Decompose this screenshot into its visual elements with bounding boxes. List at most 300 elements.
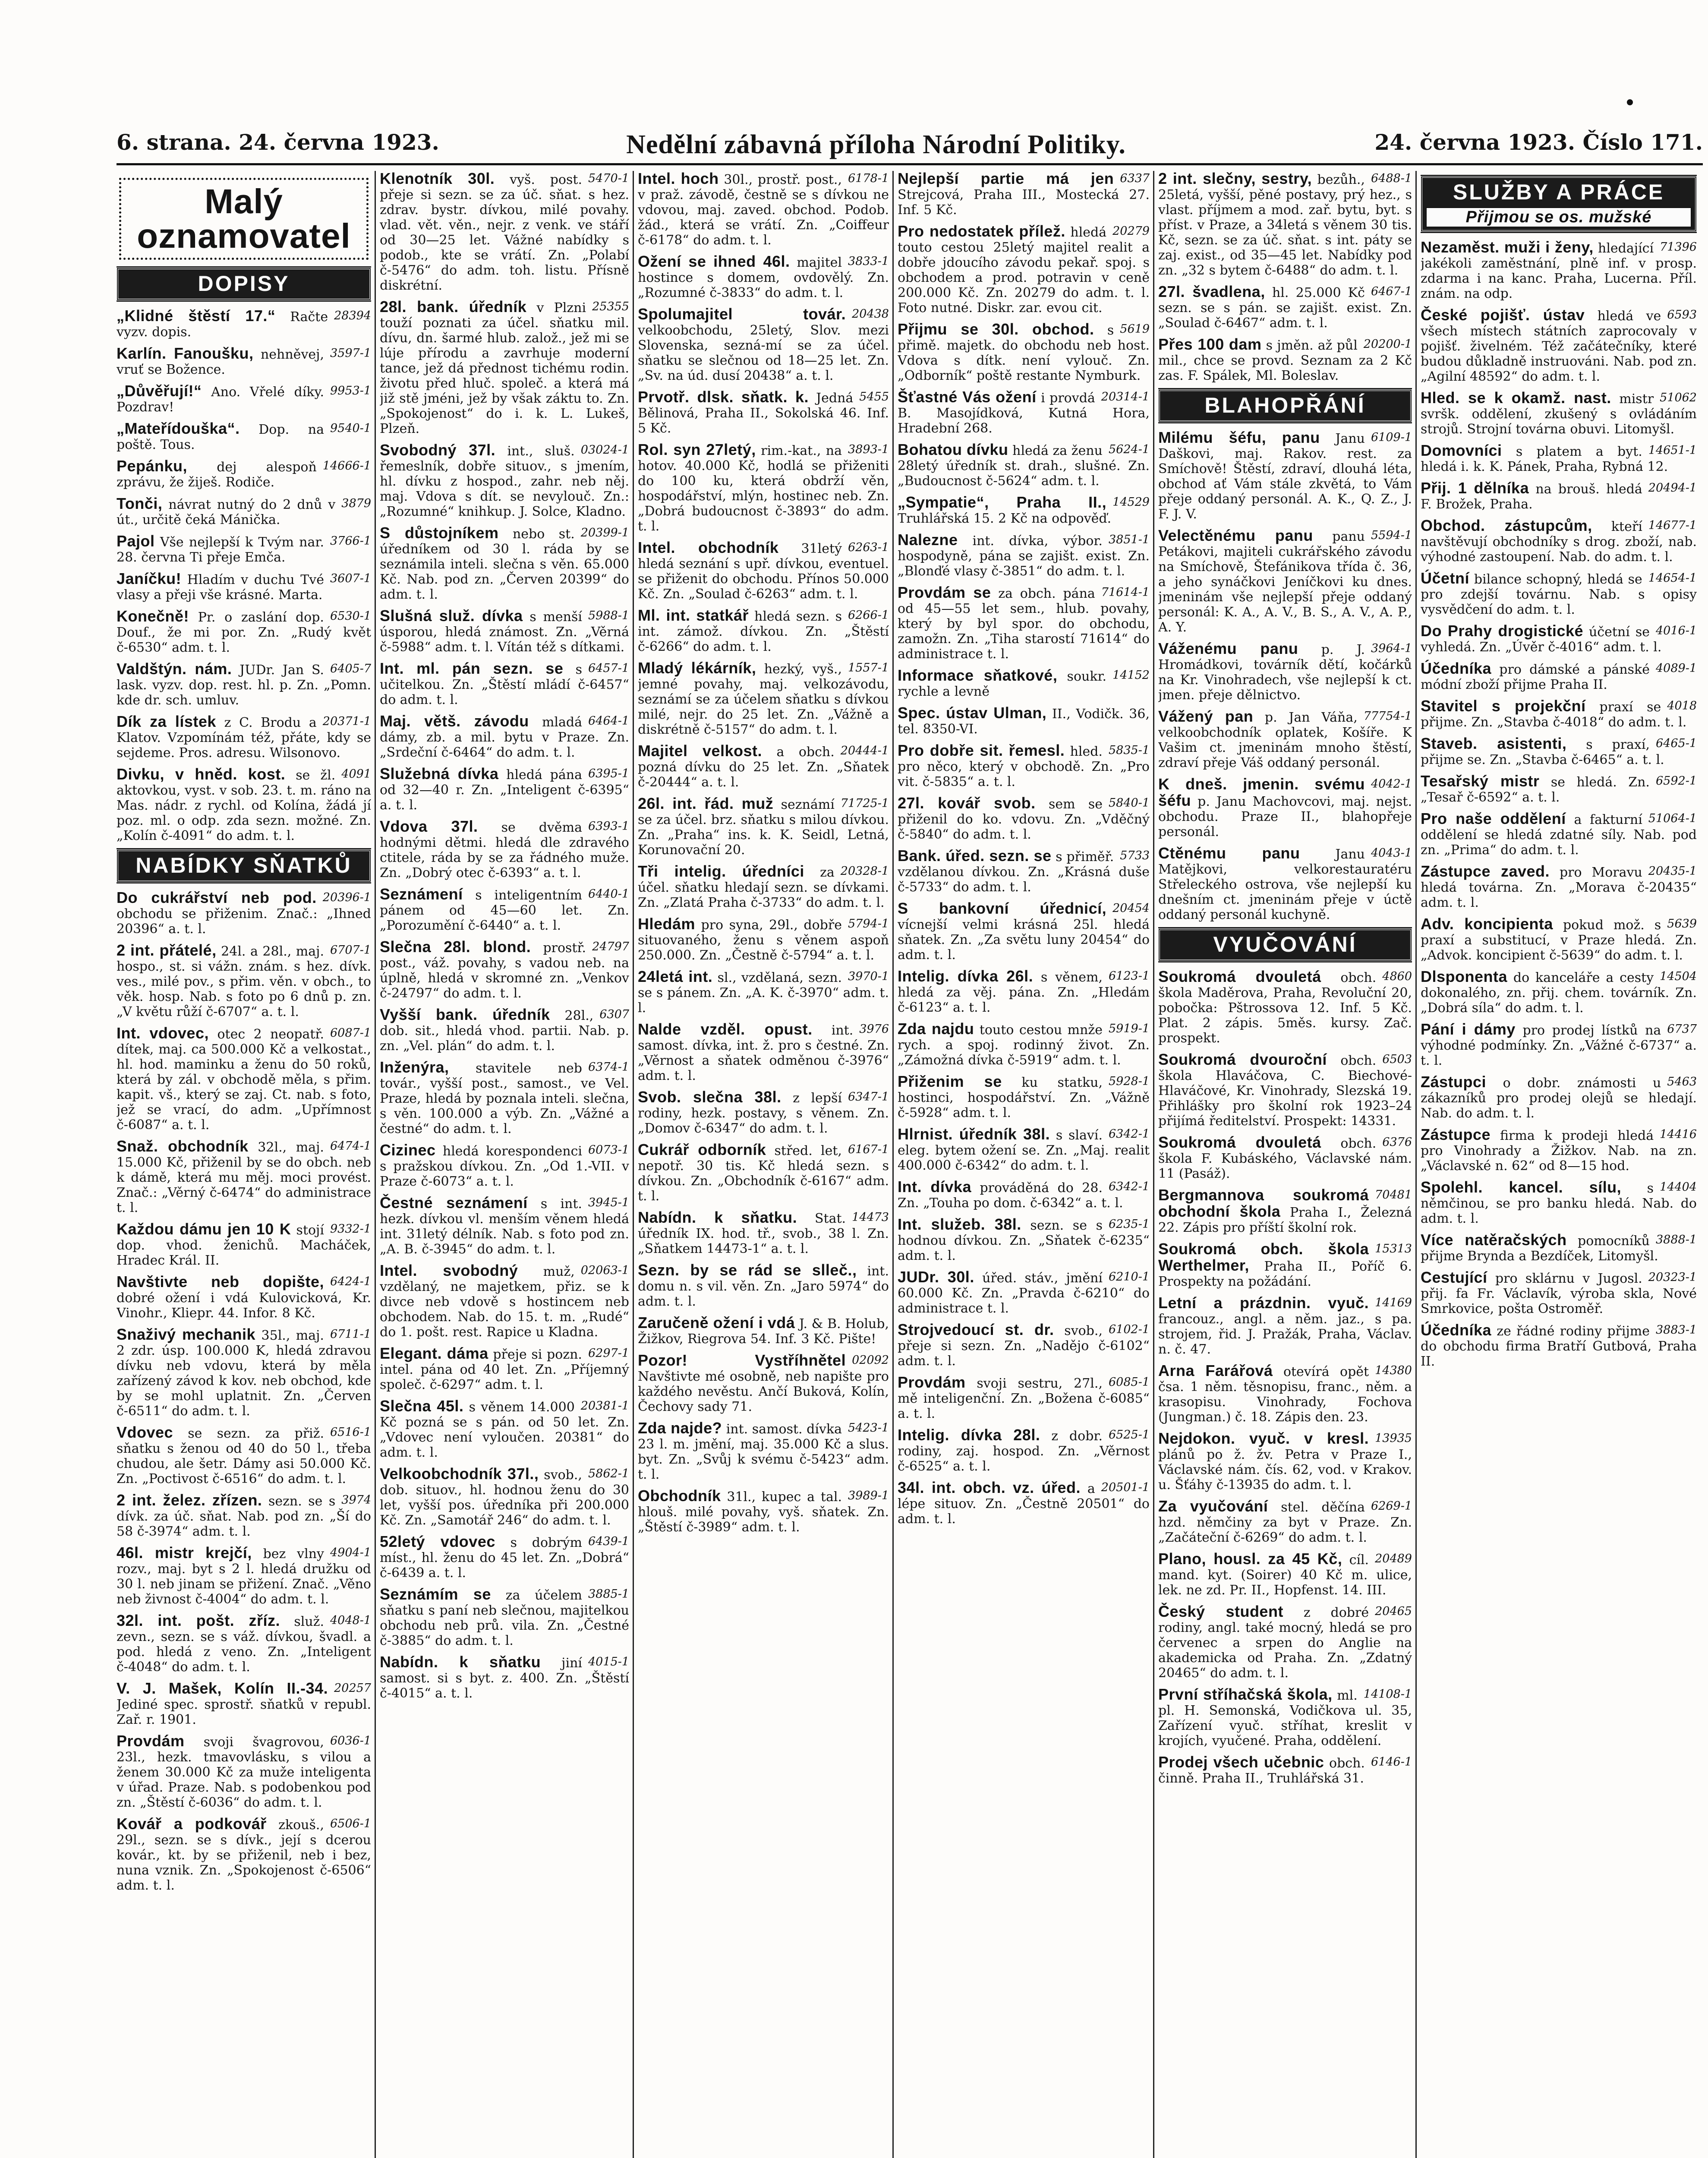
classified-ad [117,1492,371,1539]
classified-ad [898,1126,1150,1173]
ad-headline: Konečně! [117,607,189,625]
ad-reference-number: 6405-7 [330,662,371,675]
ad-reference-number: 3970-1 [848,970,889,983]
ad-text: 30l., prostř. post., v praž. závodě, čestně se s dívkou ne vdovou, maj. zaved. obchod. Podob. žád., která se vrátí. Zn. „Coiffeur č-6178“ do adm. t. l. [638,172,889,248]
ad-text: účetní se vyhledá. Zn. „Úvěr č-4016“ adm. t. l. [1421,625,1662,655]
ad-headline: Služebná dívka [380,765,499,782]
ad-headline: Nabídn. k sňatku [380,1653,541,1671]
ad-reference-number: 5619 [1120,322,1150,336]
ad-list [638,171,889,1535]
ad-headline: Pro dobře sit. řemesl. [898,741,1065,759]
classified-ad [380,887,629,933]
header-rule [117,163,1703,165]
ad-text: Pr. o zaslání dop. Douf., že mi por. Zn. „Rudý květ č-6530“ adm. t. l. [117,610,371,655]
ad-text: hledá pána od 32—40 r. Zn. „Inteligent č-6395“ a. t. l. [380,767,629,813]
ad-text: střed. let, nepotř. 30 tis. Kč hledá sezn. s dívkou. Zn. „Obchodník č-6167“ adm. t. l. [638,1143,889,1204]
ad-text: Navštivte mé osobně, neb napište pro každého nevěstu. Ančí Buková, Kolín, Čechovy sady 71. [638,1369,889,1414]
ad-headline: 46l. mistr krejčí, [117,1544,252,1562]
ad-headline: Účedníka [1421,659,1492,677]
classified-ad [117,383,371,415]
ad-text: z C. Brodu a Klatov. Vzpomínám též, přáte, kdy se sejdeme. Pros. adresu. Wilsonovo. [117,715,371,760]
ad-list [1158,171,1412,383]
ad-text: obch. škola Hlaváčova, C. Biechové-Hlaváčové, Kr. Vinohrady, Slezská 19. Přihlášky pro školní rok 1923–24 přijímá ředitelství. Prospekt: 14331. [1158,1053,1412,1129]
ad-reference-number: 6516-1 [330,1426,371,1439]
ad-text: p. Janu Machovcovi, maj. nejst. obchodu. Praze II., blahopřeje personál. [1158,794,1412,839]
classified-ad [898,1021,1150,1068]
classified-ad [117,458,371,490]
classified-ad [898,1217,1150,1263]
ad-text: ml. pl. H. Semonská, Vodičkova ul. 35, Zařízení vyuč. stříhat, kreslit v krojích, vyučené. Praha, oddělení. [1158,1688,1412,1748]
ad-text: pro dámské a pánské módní zboží přijme Praha II. [1421,662,1650,692]
ad-reference-number: 3964-1 [1371,642,1412,655]
classified-ad [117,346,371,377]
classified-ad [117,714,371,760]
classified-ad [638,796,889,858]
ad-headline: Účedníka [1421,1321,1492,1339]
ad-text: z lepší rodiny, hezk. postavy, s věnem. Zn. „Domov č-6347“ do adm. t. l. [638,1091,889,1136]
ad-text: za obch. pána od 45—55 let sem., hlub. povahy, který by byl spor. do obchodu, zamožn. Zn. „Tiha starostí 71614“ do administrace t. l. [898,586,1150,662]
ad-headline: Seznámení [380,885,463,903]
ad-text: sem se přiženil do ko. vdovu. Zn. „Vděčný č-5840“ do adm. t. l. [898,797,1150,842]
section-masthead [119,178,369,260]
ad-headline: Svob. slečna 38l. [638,1088,782,1106]
ad-headline: Český student [1158,1603,1283,1620]
ad-headline: Čestné seznámení [380,1194,528,1212]
ad-reference-number: 5835-1 [1108,744,1150,757]
ad-reference-number: 9540-1 [330,422,371,435]
ad-headline: Seznámím se [380,1585,491,1603]
ad-text: majitel hostince s domem, ovdovělý. Zn. „Rozumné č-3833“ do adm. t. l. [638,255,889,300]
ad-reference-number: 20200-1 [1363,338,1412,351]
ad-text: Jedná Bělinová, Praha II., Sokolská 46. Inf. 5 Kč. [638,391,889,436]
ad-text: a obch. pozná dívku do 25 let. Zn. „Sňatek č-20444“ a. t. l. [638,745,889,790]
classified-ad [380,608,629,655]
ad-text: mistr svršk. oddělení, zkušený s ovládáním strojů. Strojní továrna obuvi. Litomyšl. [1421,391,1697,437]
ad-text: do kanceláře a cesty dokonalého, zn. přij. chem. továrník. Zn. „Dobrá síla“ do adm. t. l. [1421,970,1697,1016]
ad-text: bez vlny rozv., maj. byt s 2 l. hledá družku od 30 l. neb jinam se přižení. Znač. „Věno neb živnost č-4004“ do adm. t. l. [117,1546,371,1607]
ad-reference-number: 5455 [859,390,889,404]
ad-headline: Spolehl. kancel. sílu, [1421,1178,1622,1196]
ad-text: s přiměř. vzdělanou dívkou. Zn. „Krásná duše č-5733“ do adm. t. l. [898,849,1150,895]
classified-ad [380,1142,629,1189]
ad-text: nebo st. úředníkem od 30 l. ráda by se seznámila inteli. slečna s věn. 65.000 Kč. Nab. pod zn. „Červen 20399“ do adm. t. l. [380,527,629,602]
ad-list [1158,969,1412,1786]
classified-ad [898,705,1150,737]
classified-ad [1158,1431,1412,1492]
ad-reference-number: 6307 [599,1008,629,1021]
ad-reference-number: 4016-1 [1655,624,1697,637]
ad-reference-number: 5624-1 [1108,443,1150,456]
ad-list [117,308,371,843]
ad-list [898,171,1150,1527]
ad-headline: Mladý lékárník, [638,659,756,677]
ad-text: cíl. mand. kyt. (Soirer) 40 Kč m. ulice, lek. ne zd. Pr. II., Hopfenst. 14. III. [1158,1552,1412,1598]
classified-ad [898,1375,1150,1421]
ad-list [117,890,371,1893]
classified-ad [1421,1127,1697,1174]
ad-text: velkoobchodu, 25letý, Slov. mezi Slovenska, sezná-mí se za účel. sňatku se slečnou od 18—25 let. Zn. „Sv. na úd. dusí 20438“ a. t. l. [638,323,889,383]
ad-headline: Elegant. dáma [380,1344,488,1362]
ad-reference-number: 6342-1 [1108,1180,1150,1193]
ad-text: s věnem, hledá za věj. pána. Zn. „Hledám č-6123“ a. t. l. [898,970,1150,1015]
ad-reference-number: 6085-1 [1108,1376,1150,1389]
ad-headline: Pajol [117,532,155,550]
ad-reference-number: 24797 [592,940,629,953]
ad-text: Praha II., Poříč 6. Prospekty na požádání. [1158,1259,1412,1289]
ad-text: JUDr. Jan S. lask. vyzv. dop. rest. hl. p. Zn. „Pomn. kde dr. sch. umluv. [117,663,371,708]
ad-text: služ. zevn., sezn. se s váž. dívkou, švadl. a pod. hledá z veno. Zn. „Inteligent č-4048“ do adm. t. l. [117,1614,371,1675]
ad-headline: Klenotník 30l. [380,171,495,187]
ad-text: s int. hezk. dívkou vl. menším věnem hledá int. 31letý délník. Nab. s foto pod zn. „A. B. č-3945“ do adm. t. l. [380,1196,629,1257]
ad-text: J. & B. Holub, Žižkov, Riegrova 54. Inf. 3 Kč. Pište! [638,1316,889,1347]
ad-text: otevírá opět čsa. 1 něm. těsnopisu, franc., něm. a krasopisu. Vinohrady, Fochova (Jungman.) č. 18. Zápis den. 23. [1158,1364,1412,1425]
ad-reference-number: 5733 [1120,849,1150,862]
ad-text: vyš. post. přeje si sezn. se za úč. sňat. s hez. zdrav. bystr. dívkou, milé povahy. vlad. vět. věn., nejr. z venk. ve stáří od 30—25 let. Vážné nabídky s podob., kte se vrátí. Zn. „Polabí č-5476“ do adm. toh. listu. Přísně diskrétní. [380,172,629,293]
ad-text: jiní samost. si s byt. z. 400. Zn. „Štěstí č-4015“ a. t. l. [380,1656,629,1701]
ad-headline: 2 int. želez. zřízen. [117,1491,262,1509]
ad-headline: Za vyučování [1158,1497,1268,1515]
ad-text: s němčinou, se pro banku hledá. Nab. do adm. t. l. [1421,1181,1697,1226]
ad-headline: Dík za lístek [117,713,216,730]
classified-ad [1158,1295,1412,1357]
classified-ad [898,1074,1150,1120]
ad-text: int. domu n. s vil. věn. Zn. „Jaro 5974“ do adm. t. l. [638,1264,889,1309]
ad-reference-number: 15313 [1375,1242,1412,1256]
classified-ad [638,540,889,602]
ad-reference-number: 14504 [1660,970,1697,983]
classified-ad [117,1545,371,1607]
classified-ad [638,1353,889,1414]
ad-reference-number: 5463 [1667,1075,1697,1088]
classified-ad [898,442,1150,489]
ad-text: soukr. rychle a levně [898,669,1107,699]
ad-reference-number: 5423-1 [848,1421,889,1435]
ad-headline: Přiženim se [898,1073,1002,1090]
column-5 [1158,171,1412,2158]
ad-reference-number: 6506-1 [330,1817,371,1830]
ad-text: pro syna, 29l., dobře situovaného, ženu s věnem aspoň 250.000. Zn. „Čestně č-5794“ a. t. l. [638,918,889,963]
ad-text: Stat. úředník IX. hod. tř., svob., 38 l. Zn. „Sňatkem 14473-1“ a. t. l. [638,1211,889,1256]
ad-headline: Vdovec [117,1423,173,1441]
ad-text: hledá sezn. s int. zámož. dívkou. Zn. „Štěstí č-6266“ do adm. t. l. [638,609,889,654]
ad-reference-number: 3893-1 [848,443,889,456]
ad-headline: Ctěnému panu [1158,844,1300,862]
classified-ad [1158,1052,1412,1129]
classified-ad [638,1488,889,1535]
classified-ad [898,389,1150,436]
page-header-left: 6. strana. 24. června 1923. [117,129,439,155]
ad-reference-number: 1557-1 [848,661,889,675]
ad-headline: Přij. 1 dělníka [1421,479,1529,497]
classified-ad [638,306,889,383]
classified-ad [380,442,629,519]
ad-text: pro Moravu hledá továrna. Zn. „Morava č-20435“ adm. t. l. [1421,865,1697,910]
ad-headline: Nabídn. k sňatku. [638,1208,797,1226]
ad-reference-number: 20494-1 [1648,481,1697,495]
ad-headline: První stříhačská škola, [1158,1685,1333,1703]
ad-reference-number: 3974 [341,1493,371,1507]
classified-ad [1158,1687,1412,1748]
ad-list [1158,430,1412,922]
ad-headline: Svobodný 37l. [380,441,496,459]
ad-headline: Stavitel s projekční [1421,697,1586,715]
ad-reference-number: 20444-1 [840,744,889,757]
ad-headline: Vyšší bank. úředník [380,1006,550,1023]
column-divider [1153,171,1154,2158]
classified-ad [898,585,1150,662]
ad-reference-number: 3607-1 [330,572,371,585]
classified-ad [380,299,629,436]
classified-ad [1421,1022,1697,1068]
ad-headline: Nalde vzděl. opust. [638,1020,813,1038]
classified-ad [117,496,371,527]
ad-list [1421,240,1697,1369]
ad-headline: Hlrnist. úředník 38l. [898,1125,1050,1143]
ad-headline: Slušná služ. dívka [380,607,523,625]
classified-ad [638,1022,889,1083]
ad-headline: „Sympatie“, Praha II., [898,493,1107,511]
ad-reference-number: 6073-1 [588,1143,629,1157]
ad-text: panu Petákovi, majiteli cukrářského závodu na Smíchově, Štefánikova třída č. 36, a jeho synáčkovi Jeníčkovi ku dnes. jmeninám vše nejlepší přeje oddaný personál: K. A., A. V., B. S., A. V., A. P., A. Y. [1158,529,1412,635]
classified-ad [898,171,1150,218]
ad-headline: Prodej všech učebnic [1158,1753,1324,1771]
classified-ad [1421,811,1697,858]
ad-reference-number: 6474-1 [330,1139,371,1153]
ad-reference-number: 14380 [1375,1364,1412,1377]
classified-ad [117,1221,371,1268]
ad-headline: Inženýra, [380,1058,449,1076]
ad-list [380,171,629,1701]
ad-reference-number: 5928-1 [1108,1075,1150,1088]
ad-text: obch. škola Maděrova, Praha, Revoluční 20, pobočka: Pštrossova 12. Inf. 5 Kč. Plat. 2 zápis. 5měs. kursy. Zač. prospekt. [1158,970,1412,1046]
ad-text: s platem a byt. hledá i. k. K. Pánek, Praha, Rybná 12. [1421,444,1668,474]
ad-text: Vše nejlepší k Tvým nar. 28. června Ti přeje Emča. [117,535,324,565]
ad-reference-number: 3833-1 [848,255,889,268]
ad-reference-number: 70481 [1375,1188,1412,1202]
ad-headline: České pojišť. ústav [1421,306,1585,324]
ad-reference-number: 6376 [1382,1136,1412,1149]
classified-ad [117,533,371,565]
classified-ad [117,609,371,655]
ad-headline: Zástupce [1421,1126,1491,1143]
ad-text: hledá korespondenci s pražskou dívkou. Zn. „Od 1.-VII. v Praze č-6073“ a. t. l. [380,1144,629,1189]
section-banner-sluzby-sub: Přijmou se os. mužské [1426,207,1692,227]
ad-reference-number: 3883-1 [1655,1323,1697,1337]
ad-headline: Soukromá obch. škola Werthelmer, [1158,1240,1369,1274]
classified-ad [1158,641,1412,703]
ad-reference-number: 6440-1 [588,887,629,901]
ad-headline: Cestující [1421,1268,1487,1286]
ad-reference-number: 6347-1 [848,1090,889,1104]
section-banner-sluzby-label: SLUŽBY A PRÁCE [1453,180,1665,204]
ad-reference-number: 71396 [1660,240,1697,254]
ad-reference-number: 4015-1 [588,1655,629,1669]
ad-headline: Hled. se k okamž. nast. [1421,389,1611,407]
ad-headline: Janíčku! [117,570,182,587]
ad-text: int., sluš. řemeslník, dobře situov., s jmením, hl. dívku z hospod., zahr. neb něj. maj. Vdova s dít. se nevylouč. Zn.: „Rozumné“ knihkup. J. Solce, Kladno. [380,444,629,519]
ad-text: 24l. a 28l., maj. hospo., st. si vážn. znám. s hez. dívk. ves., milé pov., s přim. věn. v obch., to věk. hosp. Nab. s foto po 6 dnů p. zn. „V květu růží č-6707“ a. t. l. [117,944,371,1019]
ad-reference-number: 3888-1 [1655,1233,1697,1246]
ad-reference-number: 6167-1 [848,1143,889,1156]
ad-text: o dobr. známosti u zákazníků pro prodej olejů se hledají. Nab. do adm. t. l. [1421,1076,1697,1121]
classified-ad [898,1269,1150,1316]
ad-headline: Nezaměst. muži i ženy, [1421,238,1594,256]
ad-headline: Strojvedoucí st. dr. [898,1321,1054,1338]
ad-text: s jměn. až půl mil., chce se provd. Seznam za 2 Kč zas. F. Spálek, Ml. Boleslav. [1158,338,1412,383]
ad-headline: Dlsponenta [1421,968,1508,985]
ad-headline: Intelig. dívka 28l. [898,1426,1040,1444]
ad-reference-number: 6707-1 [330,943,371,957]
ad-headline: Účetní [1421,569,1470,587]
classified-ad [638,864,889,910]
ad-reference-number: 6178-1 [848,172,889,185]
ad-text: p. Jan Váňa, velkoobchodník oplatek, Košíře. K Vašim ct. jmeninám mnoho štěstí, zdraví přeje Váš oddaný personál. [1158,710,1412,770]
ad-headline: „Klidné štěstí 17.“ [117,307,276,325]
ad-reference-number: 6109-1 [1371,431,1412,444]
ad-reference-number: 5988-1 [588,609,629,622]
ad-headline: Rol. syn 27letý, [638,441,756,458]
classified-ad [638,1142,889,1204]
ad-text: plánů po ž. žv. Petra v Praze I., Václavské nám. čís. 62, vod. v Krakov. u. Šťáhy č-13935 do adm. t. l. [1158,1447,1412,1492]
ad-headline: Int. ml. pán sezn. se [380,659,564,677]
column-divider [1415,171,1417,2158]
column-2 [380,171,629,2158]
classified-ad [898,1480,1150,1527]
ad-headline: Zástupci [1421,1073,1487,1091]
ad-headline: Zástupce zaved. [1421,862,1550,880]
masthead-line-2: oznamovatel [137,217,351,255]
ad-headline: 2 int. přátelé, [117,941,217,959]
ad-headline: Přijmu se 30l. obchod. [898,320,1094,338]
ad-headline: Maj. větš. závodu [380,712,529,730]
ad-headline: JUDr. 30l. [898,1268,974,1286]
ad-reference-number: 6146-1 [1371,1755,1412,1769]
ad-reference-number: 25355 [592,300,629,313]
ad-text: Račte vyzv. dopis. [117,309,328,340]
ad-text: nehněvej, vruť se Božence. [117,347,324,377]
classified-ad [1421,736,1697,767]
ad-reference-number: 6342-1 [1108,1127,1150,1141]
column-divider [892,171,894,2158]
column-3 [638,171,889,2158]
ad-text: na brouš. hledá F. Brožek, Praha. [1421,482,1642,512]
ad-reference-number: 20257 [334,1682,371,1695]
classified-ad [380,1466,629,1528]
ad-headline: Ožení se ihned 46l. [638,252,790,270]
ad-text: s přimě. majetk. do obchodu neb host. Vdova s dítk. není vylouč. Zn. „Odborník“ poště restante Nymburk. [898,323,1150,383]
ad-headline: Každou dámu jen 10 K [117,1220,291,1238]
ad-headline: Více natěračských [1421,1231,1567,1249]
ad-reference-number: 14404 [1660,1180,1697,1194]
ad-text: hledající jakékoli zaměstnání, plně inf. v prosp. zdarma i na kanc. Praha, Lucerna. Příl. znám. na odp. [1421,241,1697,301]
ad-headline: Plano, housl. za 45 Kč, [1158,1550,1342,1568]
ad-reference-number: 51064-1 [1648,812,1697,825]
classified-ad [380,1060,629,1136]
section-banner-nabidky: NABÍDKY SŇATKŮ [117,849,371,882]
ad-text: se hledá. Zn. „Tesař č-6592“ a. t. l. [1421,775,1650,805]
ad-reference-number: 3945-1 [588,1196,629,1209]
ad-text: se dvěma hodnými dětmi. hledá dle zdravého ctitele, ráda by se za řádného muže. Zn. „Dobrý otec č-6393“ a. t. l. [380,820,629,880]
ad-headline: Pozor! Vystříhnětel [638,1351,846,1369]
ad-text: s věnem 14.000 Kč pozná se s pán. od 50 let. Zn. „Vdovec není vyloučen. 20381“ do adm. t. l. [380,1400,629,1460]
ad-text: v Plzni touží poznati za účel. sňatku mil. dívu, dn. šarmé hlub. založ., jež mi se lúje přírodu a zavrhuje moderní tance, jež dá přednost tichému rodin. životu před hluč. společ. a která má již stě jméni, jež by však záktu to. Zn. „Spokojenost“ do i. k. L. Lukeš, Plzeň. [380,300,629,436]
classified-ad [1158,528,1412,635]
ad-headline: Pání i dámy [1421,1020,1516,1038]
ad-headline: Staveb. asistenti, [1421,735,1567,752]
classified-ad [1158,1187,1412,1235]
ad-reference-number: 6439-1 [588,1535,629,1548]
ad-headline: Obchodník [638,1487,721,1505]
ad-text: s učitelkou. Zn. „Štěstí mládí č-6457“ do adm. t. l. [380,662,629,707]
classified-ad [1421,480,1697,512]
classified-ad [380,1587,629,1648]
ad-reference-number: 20381-1 [580,1399,629,1413]
ad-text: s dobrým míst., hl. ženu do 45 let. Zn. „Dobrá“ č-6439 a. t. l. [380,1535,629,1581]
classified-ad [117,661,371,708]
ad-headline: Cizinec [380,1141,436,1159]
ad-reference-number: 5794-1 [848,917,889,931]
ad-reference-number: 3851-1 [1108,533,1150,546]
ad-headline: Bergmannova soukromá obchodní škola [1158,1186,1369,1220]
ad-text: ku statku, hostinci, hospodářství. Zn. „Vážně č-5928“ adm. t. l. [898,1075,1150,1120]
classified-ad [898,969,1150,1015]
ad-text: pro prodej lístků na výhodné podmínky. Zn. „Vážné č-6737“ a. t. l. [1421,1023,1697,1068]
classified-ad [380,525,629,602]
ad-text: z dobré rodiny, angl. také mocný, hledá se pro červenec a srpen do Anglie na akademicka od Praha. Zn. „Zdatný 20465“ do adm. t. l. [1158,1605,1412,1681]
classified-ad [117,1613,371,1675]
ad-headline: „Důvěřují!“ [117,382,202,400]
classified-ad [1158,1363,1412,1425]
section-banner-vyucovani: VYUČOVÁNÍ [1158,928,1412,961]
ad-headline: Tři intelig. úředníci [638,862,804,880]
ad-text: sl., vzdělaná, sezn. se s pánem. Zn. „A. K. č-3970“ adm. t. l. [638,970,889,1016]
ad-text: hled. pro něco, který v obchodě. Zn. „Pro vit. č-5835“ a. t. l. [898,744,1150,789]
ad-headline: Slečna 45l. [380,1397,464,1415]
ad-text: s slaví. eleg. bytem ožení se. Zn. „Maj. realit 400.000 č-6342“ do adm. t. l. [898,1128,1150,1173]
ad-text: se žl. aktovkou, vyst. v sob. 23. t. m. ráno na Mas. nádr. z rychl. od Kolína, žádá jí poz. ml. o odp. zda sezn. možné. Zn. „Kolín č-4091“ do adm. t. l. [117,768,371,843]
ad-reference-number: 6269-1 [1371,1499,1412,1513]
ad-headline: Nalezne [898,531,958,549]
ad-text: Jediné spec. sprostř. sňatků v republ. Zař. r. 1901. [117,1697,371,1727]
ad-text: s inteligentním pánem od 45—60 let. Zn. „Porozumění č-6440“ a. t. l. [380,888,629,933]
ad-headline: Bohatou dívku [898,441,1008,458]
ad-headline: Intel. obchodník [638,539,779,556]
ad-headline: Šťastné Vás ožení [898,388,1037,406]
ad-reference-number: 6337 [1120,172,1150,185]
classified-ad [380,171,629,293]
ad-reference-number: 6263-1 [848,541,889,554]
ad-text: pro sklárnu v Jugosl. přij. fa Fr. Václavík, výroba skla, Nové Smrkovice, pošta Ostroměř. [1421,1271,1697,1316]
ad-headline: Soukromá dvouletá [1158,968,1321,985]
ad-headline: Int. dívka [898,1178,971,1196]
ad-text: a lépe situov. Zn. „Čestně 20501“ do adm. t. l. [898,1481,1150,1527]
classified-ad [117,1681,371,1727]
ad-reference-number: 6123-1 [1108,969,1150,983]
ad-reference-number: 20501-1 [1101,1481,1150,1494]
classified-ad [117,1425,371,1486]
page-header-title: Nedělní zábavná příloha Národní Politiky. [626,130,1126,159]
ad-headline: Přes 100 dam [1158,335,1262,353]
ad-reference-number: 4048-1 [330,1614,371,1627]
ad-text: int. samost. dívka 23 l. m. jmění, maj. 35.000 Kč a slus. byt. Zn. „Svůj k svému č-5423“ adm. t. l. [638,1422,889,1482]
ad-reference-number: 20489 [1375,1552,1412,1565]
column-divider [633,171,634,2158]
classified-ad [898,795,1150,842]
classified-ad [380,939,629,1001]
column-6 [1421,171,1697,2158]
ad-reference-number: 5862-1 [588,1467,629,1480]
ad-text: svoji sestru, 27l., mě inteligenční. Zn. „Božena č-6085“ a. t. l. [898,1376,1150,1421]
